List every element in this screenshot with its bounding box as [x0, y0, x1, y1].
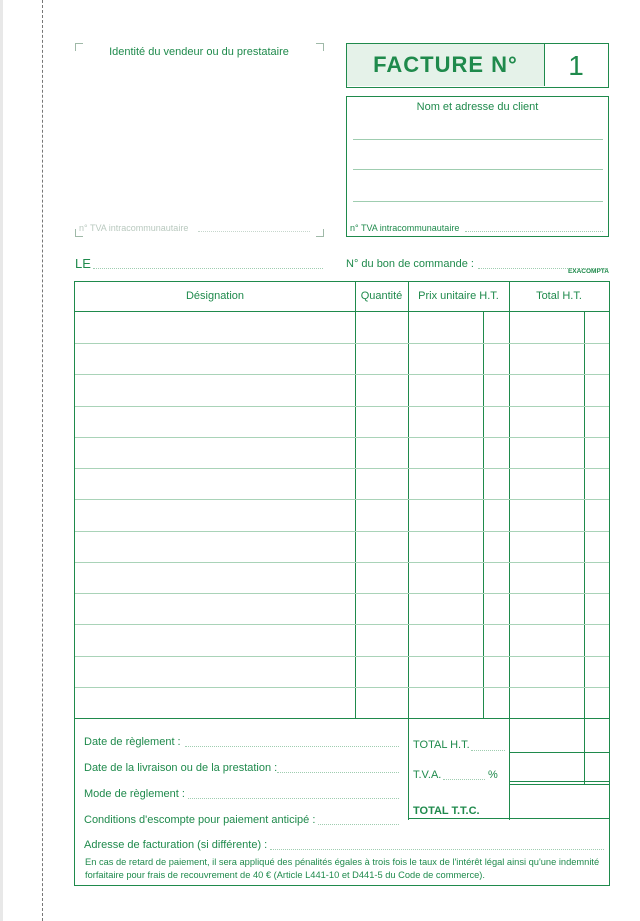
- page-left-edge: [0, 0, 3, 921]
- client-line-3[interactable]: [353, 201, 603, 202]
- seller-title: Identité du vendeur ou du prestataire: [109, 46, 289, 58]
- table-row[interactable]: [75, 593, 609, 594]
- header-divider: [75, 311, 609, 312]
- total-ht-dots: [471, 750, 505, 751]
- client-tva-label: n° TVA intracommunautaire: [350, 223, 460, 233]
- late-payment-notice: En cas de retard de paiement, il sera appliqué des pénalités égales à trois fois le taux de l'intérêt légal ainsi qu'une indemnité forfaitaire pour frais de recouvrement de 40 € (Article L441-10 et D441-5 du Code de commerce).: [85, 857, 600, 880]
- table-row[interactable]: [75, 374, 609, 375]
- total-ht-label: TOTAL H.T.: [413, 739, 470, 751]
- seller-tva-label: n° TVA intracommunautaire: [79, 223, 189, 233]
- seller-tva-input[interactable]: [198, 231, 310, 232]
- table-row[interactable]: [75, 499, 609, 500]
- column-header-designation: Désignation: [185, 290, 245, 302]
- delivery-date-label: Date de la livraison ou de la prestation :: [84, 762, 278, 774]
- brand-logo: EXACOMPTA: [567, 268, 609, 275]
- invoice-title: FACTURE N°: [347, 44, 545, 86]
- table-row[interactable]: [75, 562, 609, 563]
- tva-divider: [509, 781, 609, 782]
- cents-divider-price: [483, 312, 484, 718]
- client-line-1[interactable]: [353, 139, 603, 140]
- client-line-2[interactable]: [353, 169, 603, 170]
- seller-corner-br: [316, 229, 324, 237]
- billing-address-input[interactable]: [270, 849, 604, 850]
- discount-label: Conditions d'escompte pour paiement anticipé :: [84, 814, 316, 826]
- table-row[interactable]: [75, 468, 609, 469]
- delivery-date-input[interactable]: [277, 772, 399, 773]
- billing-address-label: Adresse de facturation (si différente) :: [84, 839, 268, 851]
- client-box: [346, 96, 609, 237]
- total-ht-divider: [509, 752, 609, 753]
- table-row[interactable]: [75, 687, 609, 688]
- totals-block: [408, 719, 609, 820]
- column-header-unit-price: Prix unitaire H.T.: [418, 290, 499, 302]
- items-table: [74, 281, 610, 719]
- payment-date-input[interactable]: [185, 746, 399, 747]
- date-input[interactable]: [93, 268, 323, 269]
- column-header-total: Total H.T.: [536, 290, 582, 302]
- table-row[interactable]: [75, 343, 609, 344]
- date-label: LE: [75, 256, 91, 271]
- tva-label: T.V.A.: [413, 769, 442, 781]
- tva-double-divider: [509, 784, 609, 785]
- total-ttc-label: TOTAL T.T.C.: [413, 805, 480, 817]
- cents-divider-total: [584, 312, 585, 718]
- client-title: Nom et adresse du client: [416, 101, 539, 113]
- tva-percent: %: [488, 769, 498, 781]
- order-number-label: N° du bon de commande :: [346, 258, 474, 270]
- table-row[interactable]: [75, 656, 609, 657]
- totals-divider-left: [408, 719, 409, 820]
- totals-divider-mid: [509, 719, 510, 820]
- perforation-line: [42, 0, 43, 921]
- payment-date-label: Date de règlement :: [84, 736, 181, 748]
- invoice-number-box: [346, 43, 609, 88]
- tva-rate-input[interactable]: [443, 779, 485, 780]
- table-row[interactable]: [75, 624, 609, 625]
- client-tva-input[interactable]: [465, 231, 603, 232]
- invoice-number: 1: [568, 50, 584, 81]
- table-row[interactable]: [75, 406, 609, 407]
- payment-mode-label: Mode de règlement :: [84, 788, 185, 800]
- column-header-quantity: Quantité: [360, 290, 403, 302]
- payment-mode-input[interactable]: [188, 798, 399, 799]
- discount-input[interactable]: [318, 824, 399, 825]
- table-row[interactable]: [75, 531, 609, 532]
- totals-bottom-line: [408, 818, 609, 819]
- footer-section: [74, 719, 610, 886]
- table-row[interactable]: [75, 437, 609, 438]
